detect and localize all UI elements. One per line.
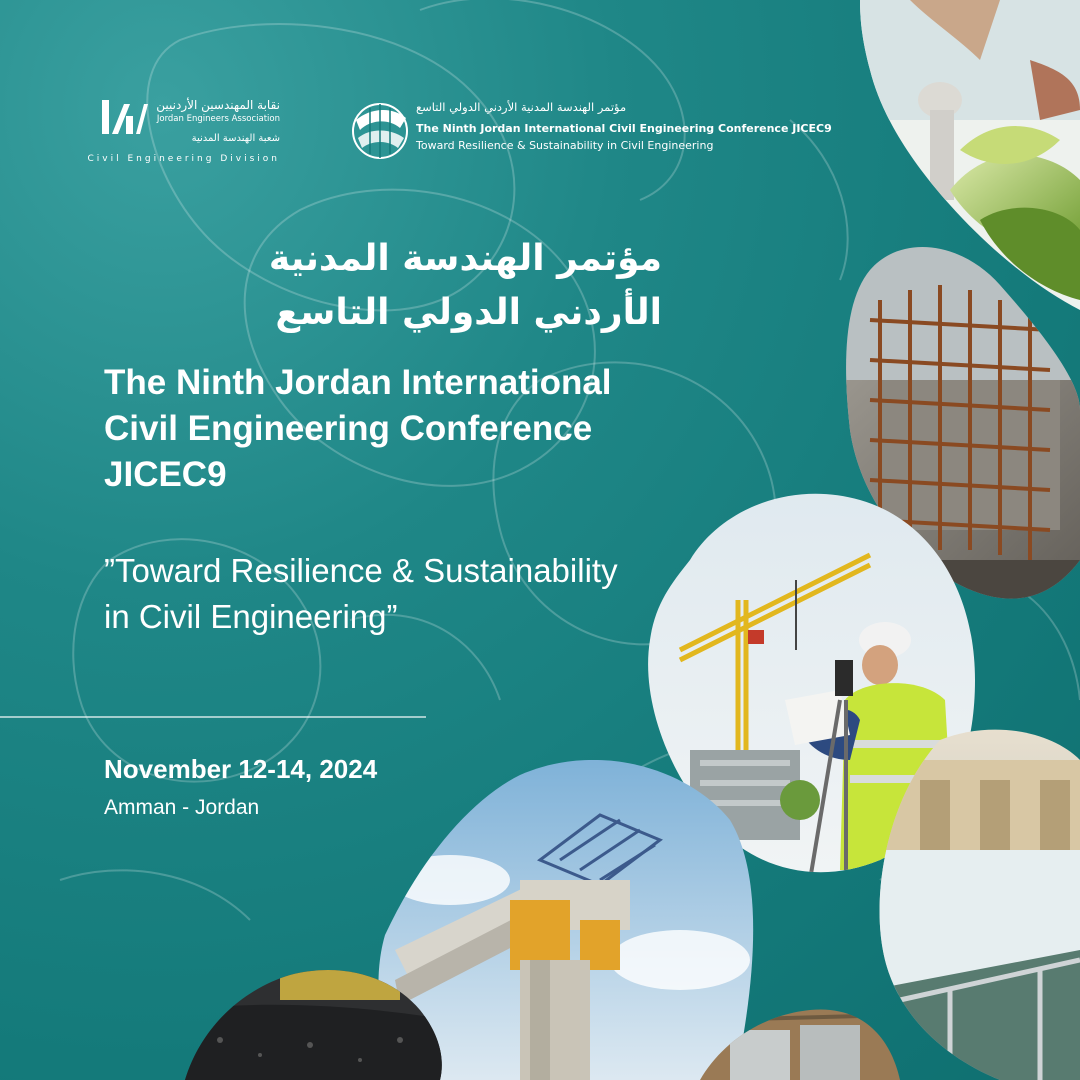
title-arabic-line1: مؤتمر الهندسة المدنية — [268, 238, 662, 279]
division-name-arabic: شعبة الهندسة المدنية — [191, 133, 280, 144]
association-name-arabic: نقابة المهندسين الأردنيين — [156, 98, 280, 112]
tagline — [104, 548, 704, 640]
conference-name-english: The Ninth Jordan International Civil Engineering Conference JICEC9 — [416, 122, 832, 135]
conference-logo — [350, 98, 832, 168]
conference-subtitle: Toward Resilience & Sustainability in Civil Engineering — [416, 139, 714, 152]
title-arabic-line2: الأردني الدولي التاسع — [275, 292, 662, 333]
globe-emblem-icon — [350, 98, 408, 164]
title-arabic — [100, 232, 662, 340]
title-english — [104, 360, 694, 498]
tagline-line2: in Civil Engineering” — [104, 598, 398, 635]
title-english-line3: JICEC9 — [104, 455, 227, 494]
jordan-engineers-association-logo — [87, 98, 280, 172]
tagline-line1: ”Toward Resilience & Sustainability — [104, 552, 618, 589]
association-name-english: Jordan Engineers Association — [156, 114, 280, 124]
jea-emblem-icon — [100, 98, 150, 138]
event-date: November 12-14, 2024 — [104, 754, 378, 784]
conference-name-arabic: مؤتمر الهندسة المدنية الأردني الدولي التاسع — [416, 100, 627, 114]
title-english-line2: Civil Engineering Conference — [104, 409, 593, 448]
title-english-line1: The Ninth Jordan International — [104, 363, 612, 402]
division-name-english: Civil Engineering Division — [87, 154, 280, 164]
divider-line — [0, 716, 426, 718]
event-location: Amman - Jordan — [104, 796, 260, 819]
